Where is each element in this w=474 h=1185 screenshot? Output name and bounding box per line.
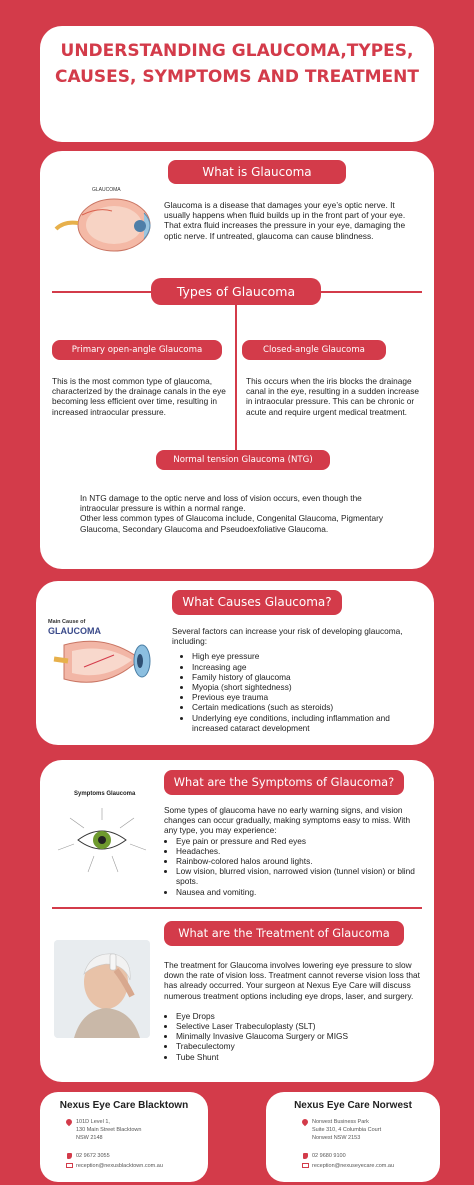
what-is-heading: What is Glaucoma — [168, 160, 346, 184]
what-is-types-card — [40, 151, 434, 569]
clinic-card-norwest — [266, 1092, 440, 1182]
clinic-card-blacktown — [40, 1092, 208, 1182]
clinic-address-1: Norwest Business Park — [312, 1119, 369, 1125]
open-angle-body: This is the most common type of glaucoma, characterized by the drainage canals in the eye becoming less efficient over time, resulting in increased intraocular pressure. — [52, 376, 226, 417]
glaucoma-figure-label: GLAUCOMA — [92, 187, 121, 193]
ntg-body-1: In NTG damage to the optic nerve and loss of vision occurs, even though the intraocular pressure is within a normal range. — [80, 493, 362, 514]
types-heading: Types of Glaucoma — [151, 278, 321, 305]
treatment-body — [164, 960, 424, 1062]
list-item: • Tube Shunt — [176, 1052, 424, 1062]
symptoms-treatment-card — [40, 760, 434, 1082]
symptoms-heading: What are the Symptoms of Glaucoma? — [164, 770, 404, 795]
types-center-line — [235, 305, 237, 453]
list-item: • Eye Drops — [176, 1011, 424, 1021]
list-item: • Increasing age — [192, 662, 422, 672]
list-item: • Nausea and vomiting. — [176, 887, 422, 897]
causes-figure-title: Main Cause of — [48, 619, 86, 625]
symptoms-illustration — [44, 790, 160, 890]
list-item: • Headaches. — [176, 846, 422, 856]
list-item: • Rainbow-colored halos around lights. — [176, 856, 422, 866]
symptoms-intro: Some types of glaucoma have no early warning signs, and vision changes can occur gradually, making symptoms easy to miss. With any type, you may experience: — [164, 805, 411, 836]
location-pin-icon — [65, 1118, 73, 1126]
list-item: • Myopia (short sightedness) — [192, 682, 422, 692]
list-item: • Certain medications (such as steroids) — [192, 702, 422, 712]
clinic-email[interactable]: reception@nexuseyecare.com.au — [312, 1163, 395, 1169]
symptoms-body — [164, 805, 422, 897]
ntg-body — [80, 493, 398, 534]
list-item: • Selective Laser Trabeculoplasty (SLT) — [176, 1021, 424, 1031]
causes-intro: Several factors can increase your risk of developing glaucoma, including: — [172, 626, 403, 647]
treatment-heading: What are the Treatment of Glaucoma — [164, 921, 404, 946]
symptoms-eye-icon — [44, 790, 160, 890]
treatment-list — [176, 1011, 424, 1062]
location-pin-icon — [301, 1118, 309, 1126]
clinic-address-3: Norwest NSW 2153 — [312, 1135, 361, 1141]
email-icon — [302, 1163, 309, 1168]
causes-list — [192, 651, 422, 733]
ntg-label: Normal tension Glaucoma (NTG) — [156, 450, 330, 470]
phone-icon — [67, 1153, 72, 1159]
closed-angle-body: This occurs when the iris blocks the drainage canal in the eye, resulting in a sudden increase in intraocular pressure. This can be chronic or acute and require urgent medical treatment. — [246, 376, 419, 417]
closed-angle-label: Closed-angle Glaucoma — [242, 340, 386, 360]
clinic-address-1: 101D Level 1, — [76, 1119, 110, 1125]
email-icon — [66, 1163, 73, 1168]
clinic-name: Nexus Eye Care Blacktown — [59, 1100, 189, 1111]
eye-cross-section-icon — [52, 185, 162, 255]
clinic-phone[interactable]: 02 9680 9100 — [312, 1153, 346, 1159]
glaucoma-eye-illustration — [52, 185, 162, 255]
treatment-intro: The treatment for Glaucoma involves lowering eye pressure to slow down the rate of vision loss. Treatment cannot reverse vision loss that has already occurred. Your surgeon at Nexus Eye Care will discuss numerous treatment options including eye drops, laser, and surgery. — [164, 960, 420, 1001]
treatment-divider-line — [52, 907, 422, 909]
person-eye-drops-icon — [54, 940, 150, 1038]
list-item: • Minimally Invasive Glaucoma Surgery or MIGS — [176, 1031, 424, 1041]
ntg-body-2: Other less common types of Glaucoma include, Congenital Glaucoma, Pigmentary Glaucoma, Secondary Glaucoma and Pseudoexfoliative Glaucoma. — [80, 513, 383, 534]
causes-figure-title-2: GLAUCOMA — [48, 626, 101, 636]
page-title: UNDERSTANDING GLAUCOMA,TYPES, CAUSES, SYMPTOMS AND TREATMENT — [55, 41, 419, 87]
list-item: • Previous eye trauma — [192, 692, 422, 702]
list-item: • Eye pain or pressure and Red eyes — [176, 836, 422, 846]
symptoms-list — [176, 836, 422, 897]
clinic-address-2: Suite 310, 4 Columbia Court — [312, 1127, 382, 1133]
clinic-email[interactable]: reception@nexusblacktown.com.au — [76, 1163, 163, 1169]
open-angle-label: Primary open-angle Glaucoma — [52, 340, 222, 360]
causes-illustration — [44, 615, 164, 693]
causes-heading: What Causes Glaucoma? — [172, 590, 342, 615]
clinic-address-3: NSW 2148 — [76, 1135, 103, 1141]
what-is-body: Glaucoma is a disease that damages your eye’s optic nerve. It usually happens when fluid builds up in the front part of your eye. That extra fluid increases the pressure in your eye, damaging the optic nerve. If untreated, glaucoma can cause blindness. — [164, 200, 406, 241]
treatment-photo — [54, 940, 150, 1038]
symptoms-figure-title: Symptoms Glaucoma — [74, 791, 136, 797]
list-item: • Trabeculectomy — [176, 1041, 424, 1051]
eye-anatomy-icon — [44, 615, 164, 693]
title-card — [40, 26, 434, 142]
list-item: • Low vision, blurred vision, narrowed vision (tunnel vision) or blind spots. — [176, 866, 422, 886]
clinic-name: Nexus Eye Care Norwest — [294, 1100, 412, 1111]
list-item: • Family history of glaucoma — [192, 672, 422, 682]
causes-card — [36, 581, 434, 745]
causes-body — [172, 626, 422, 733]
list-item: • High eye pressure — [192, 651, 422, 661]
clinic-phone[interactable]: 02 9672 3055 — [76, 1153, 110, 1159]
list-item: • Underlying eye conditions, including inflammation and increased cataract development — [192, 713, 422, 733]
clinic-address-2: 130 Main Street Blacktown — [76, 1127, 142, 1133]
phone-icon — [303, 1153, 308, 1159]
